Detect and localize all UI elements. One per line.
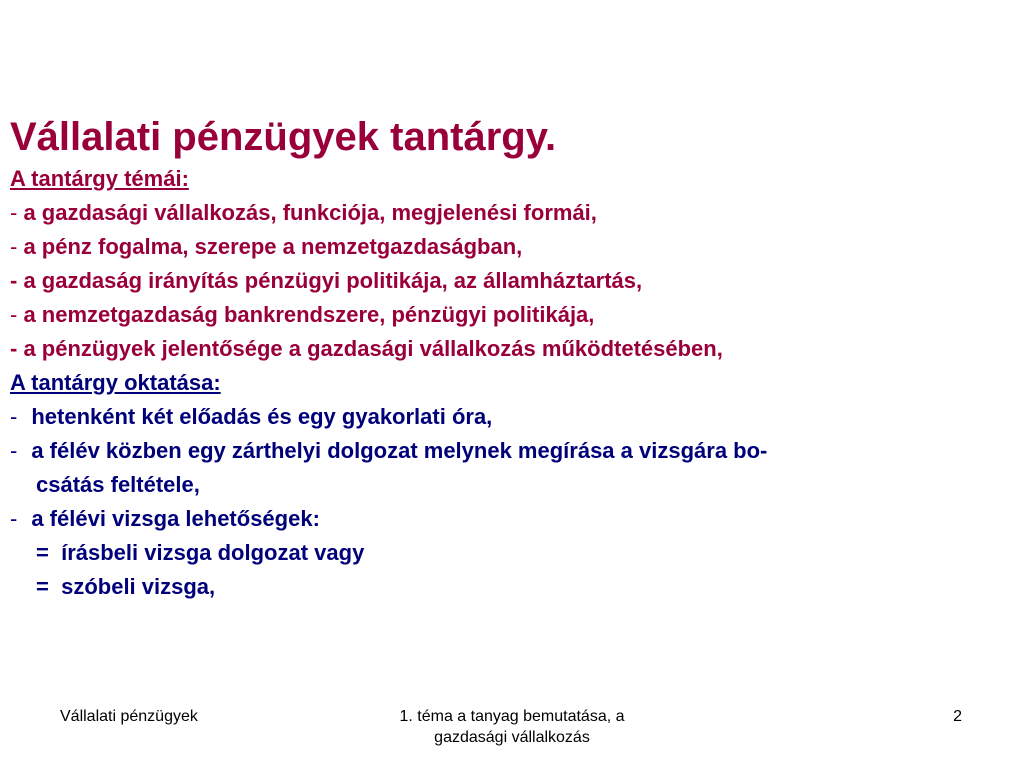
- teaching-item: [10, 434, 1015, 468]
- slide-content: [10, 112, 1015, 604]
- topic-item: [10, 196, 1015, 230]
- topics-heading: A tantárgy témái:: [10, 166, 189, 191]
- slide-title: Vállalati pénzügyek tantárgy.: [10, 115, 557, 159]
- page-number: 2: [953, 708, 962, 725]
- teaching-text: a félévi vizsga lehetőségek:: [31, 506, 320, 531]
- topic-marker: -: [10, 268, 18, 293]
- topic-marker: -: [10, 302, 18, 327]
- teaching-text: hetenként két előadás és egy gyakorlati óra,: [31, 404, 493, 429]
- exam-option-text: írásbeli vizsga dolgozat vagy: [61, 540, 365, 565]
- exam-option: [10, 570, 1015, 604]
- exam-option-marker: =: [36, 574, 49, 599]
- footer-topic: [335, 706, 689, 748]
- topic-text: a pénz fogalma, szerepe a nemzetgazdaságban,: [23, 234, 523, 259]
- footer-course-name: Vállalati pénzügyek: [60, 708, 198, 725]
- teaching-heading: A tantárgy oktatása:: [10, 370, 221, 395]
- teaching-marker: -: [10, 404, 18, 429]
- teaching-marker: -: [10, 506, 18, 531]
- exam-option: [10, 536, 1015, 570]
- topic-item: [10, 298, 1015, 332]
- topic-item: [10, 230, 1015, 264]
- teaching-text: a félév közben egy zárthelyi dolgozat melynek megírása a vizsgára bo-: [31, 438, 768, 463]
- topic-item: [10, 332, 1015, 366]
- topic-text: a nemzetgazdaság bankrendszere, pénzügyi politikája,: [23, 302, 595, 327]
- footer-topic-line2: gazdasági vállalkozás: [434, 729, 590, 746]
- topic-marker: -: [10, 234, 18, 259]
- topic-text: a gazdasági vállalkozás, funkciója, megjelenési formái,: [23, 200, 597, 225]
- teaching-item: [10, 400, 1015, 434]
- footer-topic-line1: 1. téma a tanyag bemutatása, a: [399, 708, 625, 725]
- topic-item: [10, 264, 1015, 298]
- topic-marker: -: [10, 336, 18, 361]
- teaching-item: [10, 502, 1015, 536]
- topic-text: a gazdaság irányítás pénzügyi politikája, az államháztartás,: [23, 268, 643, 293]
- exam-option-text: szóbeli vizsga,: [61, 574, 216, 599]
- topic-text: a pénzügyek jelentősége a gazdasági vállalkozás működtetésében,: [23, 336, 723, 361]
- teaching-marker: -: [10, 438, 18, 463]
- teaching-item-continuation: csátás feltétele,: [36, 472, 200, 497]
- exam-option-marker: =: [36, 540, 49, 565]
- topic-marker: -: [10, 200, 18, 225]
